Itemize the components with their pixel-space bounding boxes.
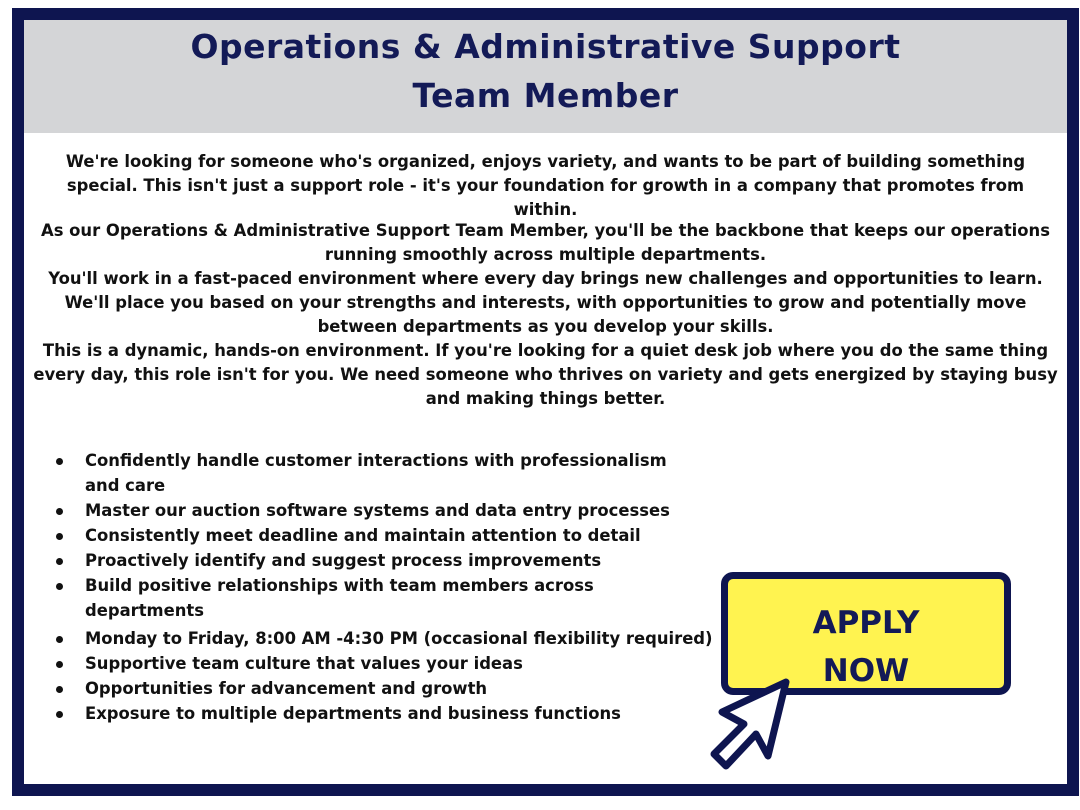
- list-item: [47, 573, 615, 623]
- apply-label-line-2: NOW: [822, 653, 910, 689]
- bullet-dot-icon: [56, 636, 63, 643]
- bullet-dot-icon: [56, 558, 63, 565]
- job-poster: [12, 8, 1079, 796]
- list-item-text: Confidently handle customer interactions with professionalism and care: [85, 451, 667, 495]
- responsibilities-list: [47, 448, 727, 726]
- list-item-text: Build positive relationships with team members across departments: [85, 576, 594, 620]
- intro-text: [24, 150, 1067, 411]
- intro-paragraph-1: We're looking for someone who's organized, enjoys variety, and wants to be part of building something special. This isn't just a support role - it's your foundation for growth in a company that promotes from within.: [65, 152, 1026, 219]
- list-item-text: Proactively identify and suggest process improvements: [85, 551, 602, 570]
- list-item-text: Master our auction software systems and data entry processes: [85, 501, 670, 520]
- list-item-text: Monday to Friday, 8:00 AM -4:30 PM (occasional flexibility required): [85, 629, 713, 648]
- apply-label-line-1: APPLY: [812, 605, 920, 641]
- bullet-dot-icon: [56, 508, 63, 515]
- bullet-dot-icon: [56, 583, 63, 590]
- list-item: [47, 701, 727, 726]
- bullet-dot-icon: [56, 711, 63, 718]
- list-item: [47, 676, 727, 701]
- list-item-text: Consistently meet deadline and maintain attention to detail: [85, 526, 641, 545]
- title-line-2: Team Member: [412, 76, 679, 115]
- list-item-text: Exposure to multiple departments and business functions: [85, 704, 621, 723]
- list-item: [47, 626, 727, 651]
- list-item-text: Supportive team culture that values your ideas: [85, 654, 523, 673]
- bullet-dot-icon: [56, 533, 63, 540]
- title-line-1: Operations & Administrative Support: [190, 27, 901, 66]
- bullet-dot-icon: [56, 686, 63, 693]
- intro-paragraph-3: You'll work in a fast-paced environment where every day brings new challenges and opportunities to learn. We'll place you based on your strengths and interests, with opportunities to grow and potentially move between departments as you develop your skills.: [48, 269, 1043, 336]
- intro-paragraph-2: As our Operations & Administrative Support Team Member, you'll be the backbone that keeps our operations running smoothly across multiple departments.: [41, 221, 1050, 264]
- header-banner: [24, 20, 1067, 133]
- bullet-dot-icon: [56, 458, 63, 465]
- intro-paragraph-4: This is a dynamic, hands-on environment. If you're looking for a quiet desk job where you do the same thing every day, this role isn't for you. We need someone who thrives on variety and gets energized by staying busy and making things better.: [33, 341, 1058, 408]
- list-item: [47, 523, 727, 548]
- list-item: [47, 448, 685, 498]
- bullet-dot-icon: [56, 661, 63, 668]
- page-title: [24, 22, 1067, 120]
- list-item: [47, 651, 727, 676]
- list-item: [47, 498, 727, 523]
- list-item-text: Opportunities for advancement and growth: [85, 679, 488, 698]
- list-item: [47, 548, 727, 573]
- cursor-arrow-icon: [708, 670, 798, 770]
